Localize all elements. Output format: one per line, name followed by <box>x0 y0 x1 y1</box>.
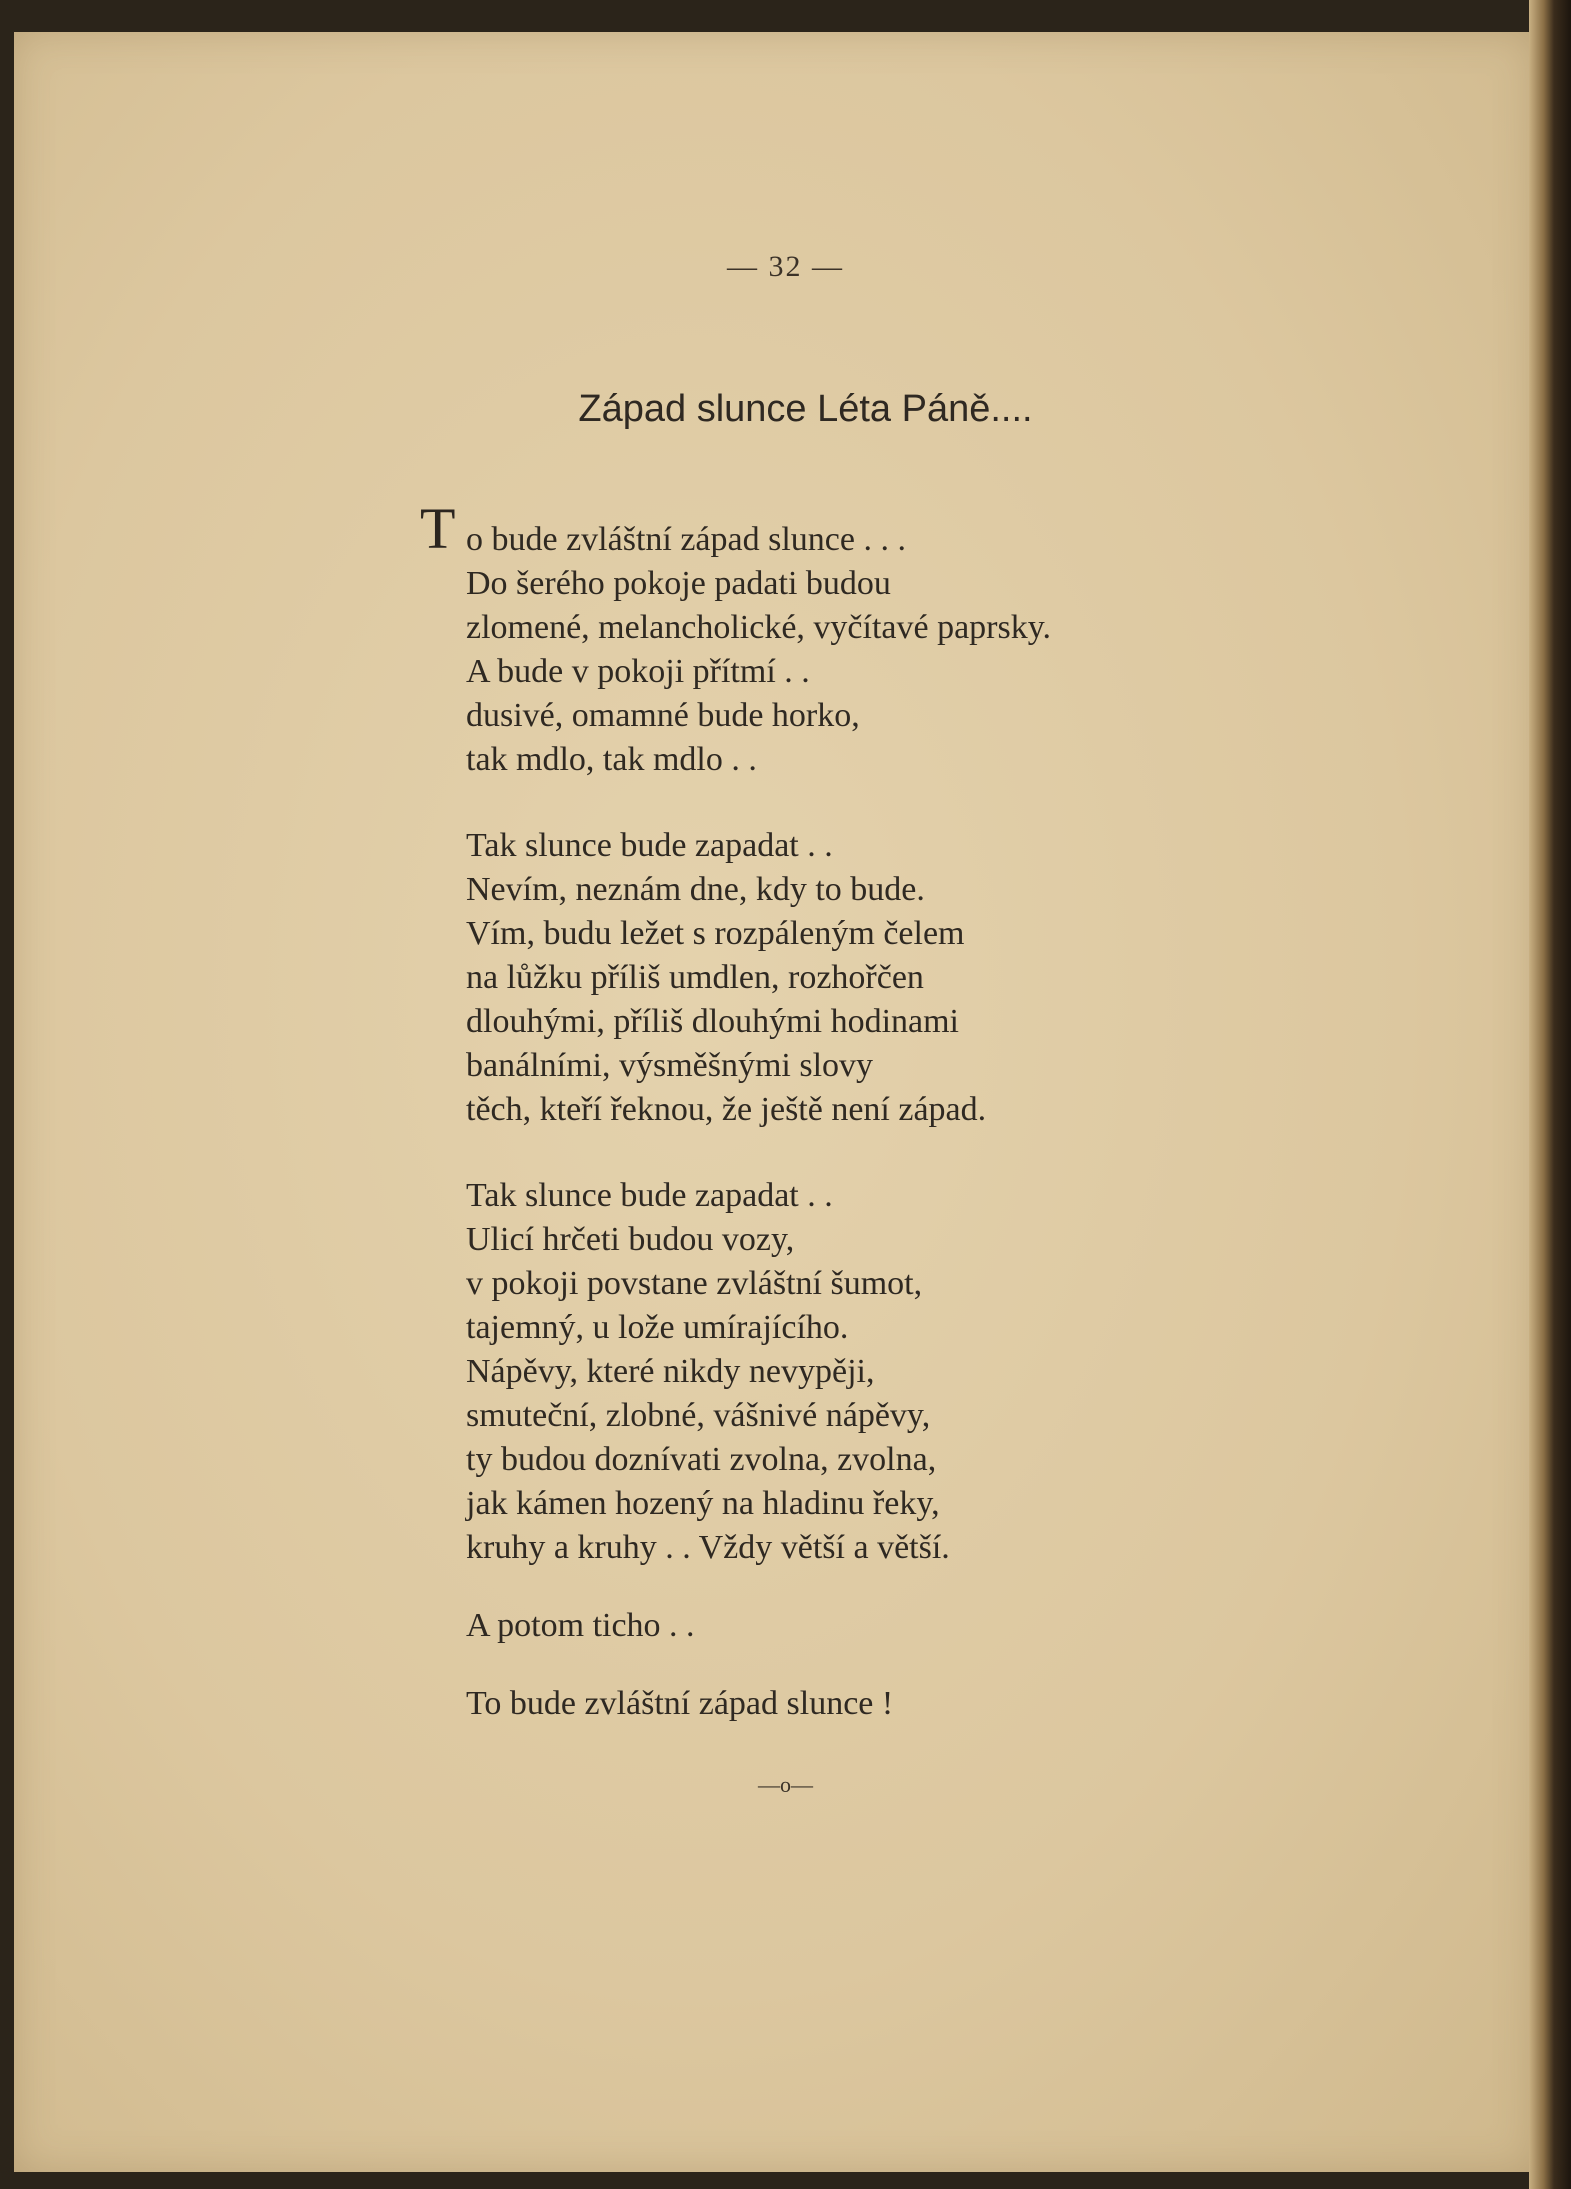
poem-line: o bude zvláštní západ slunce . . . <box>466 521 906 558</box>
book-spine <box>1529 0 1571 2189</box>
poem-line: zlomené, melancholické, vyčítavé paprsky. <box>466 609 1052 646</box>
poem-line: smuteční, zlobné, vášnivé nápěvy, <box>466 1397 931 1434</box>
poem-title: Západ slunce Léta Páně.... <box>578 388 1033 430</box>
stanza <box>466 1174 1051 1570</box>
poem-line: Ulicí hrčeti budou vozy, <box>466 1221 795 1258</box>
end-ornament: —o— <box>758 1772 813 1797</box>
poem-line: Vím, budu ležet s rozpáleným čelem <box>466 915 965 952</box>
poem-line: A potom ticho . . <box>466 1607 695 1644</box>
poem-line: Do šerého pokoje padati budou <box>466 565 891 602</box>
poem-line: Tak slunce bude zapadat . . <box>466 827 833 864</box>
poem-line: v pokoji povstane zvláštní šumot, <box>466 1265 923 1302</box>
poem-line: jak kámen hozený na hladinu řeky, <box>466 1485 940 1522</box>
poem-line: kruhy a kruhy . . Vždy větší a větší. <box>466 1529 950 1566</box>
page-number: — 32 — <box>727 250 844 283</box>
stanza <box>466 518 1051 782</box>
poem-line: dlouhými, příliš dlouhými hodinami <box>466 1003 959 1040</box>
poem-line: Nápěvy, které nikdy nevypěji, <box>466 1353 875 1390</box>
poem-line: ty budou doznívati zvolna, zvolna, <box>466 1441 937 1478</box>
poem-line: na lůžku příliš umdlen, rozhořčen <box>466 959 924 996</box>
poem-line: A bude v pokoji přítmí . . <box>466 653 810 690</box>
poem-line: Tak slunce bude zapadat . . <box>466 1177 833 1214</box>
poem-body <box>466 518 1051 1726</box>
poem-line: dusivé, omamné bude horko, <box>466 697 860 734</box>
stanza <box>466 1604 1051 1648</box>
stanza <box>466 1682 1051 1726</box>
poem-line: tak mdlo, tak mdlo . . <box>466 741 757 778</box>
poem-line: banálními, výsměšnými slovy <box>466 1047 874 1084</box>
poem-line: těch, kteří řeknou, že ještě není západ. <box>466 1091 987 1128</box>
poem-line: Nevím, neznám dne, kdy to bude. <box>466 871 925 908</box>
stanza <box>466 824 1051 1132</box>
poem-line: tajemný, u lože umírajícího. <box>466 1309 849 1346</box>
poem-line: To bude zvláštní západ slunce ! <box>466 1685 894 1722</box>
drop-cap: T <box>420 496 456 561</box>
